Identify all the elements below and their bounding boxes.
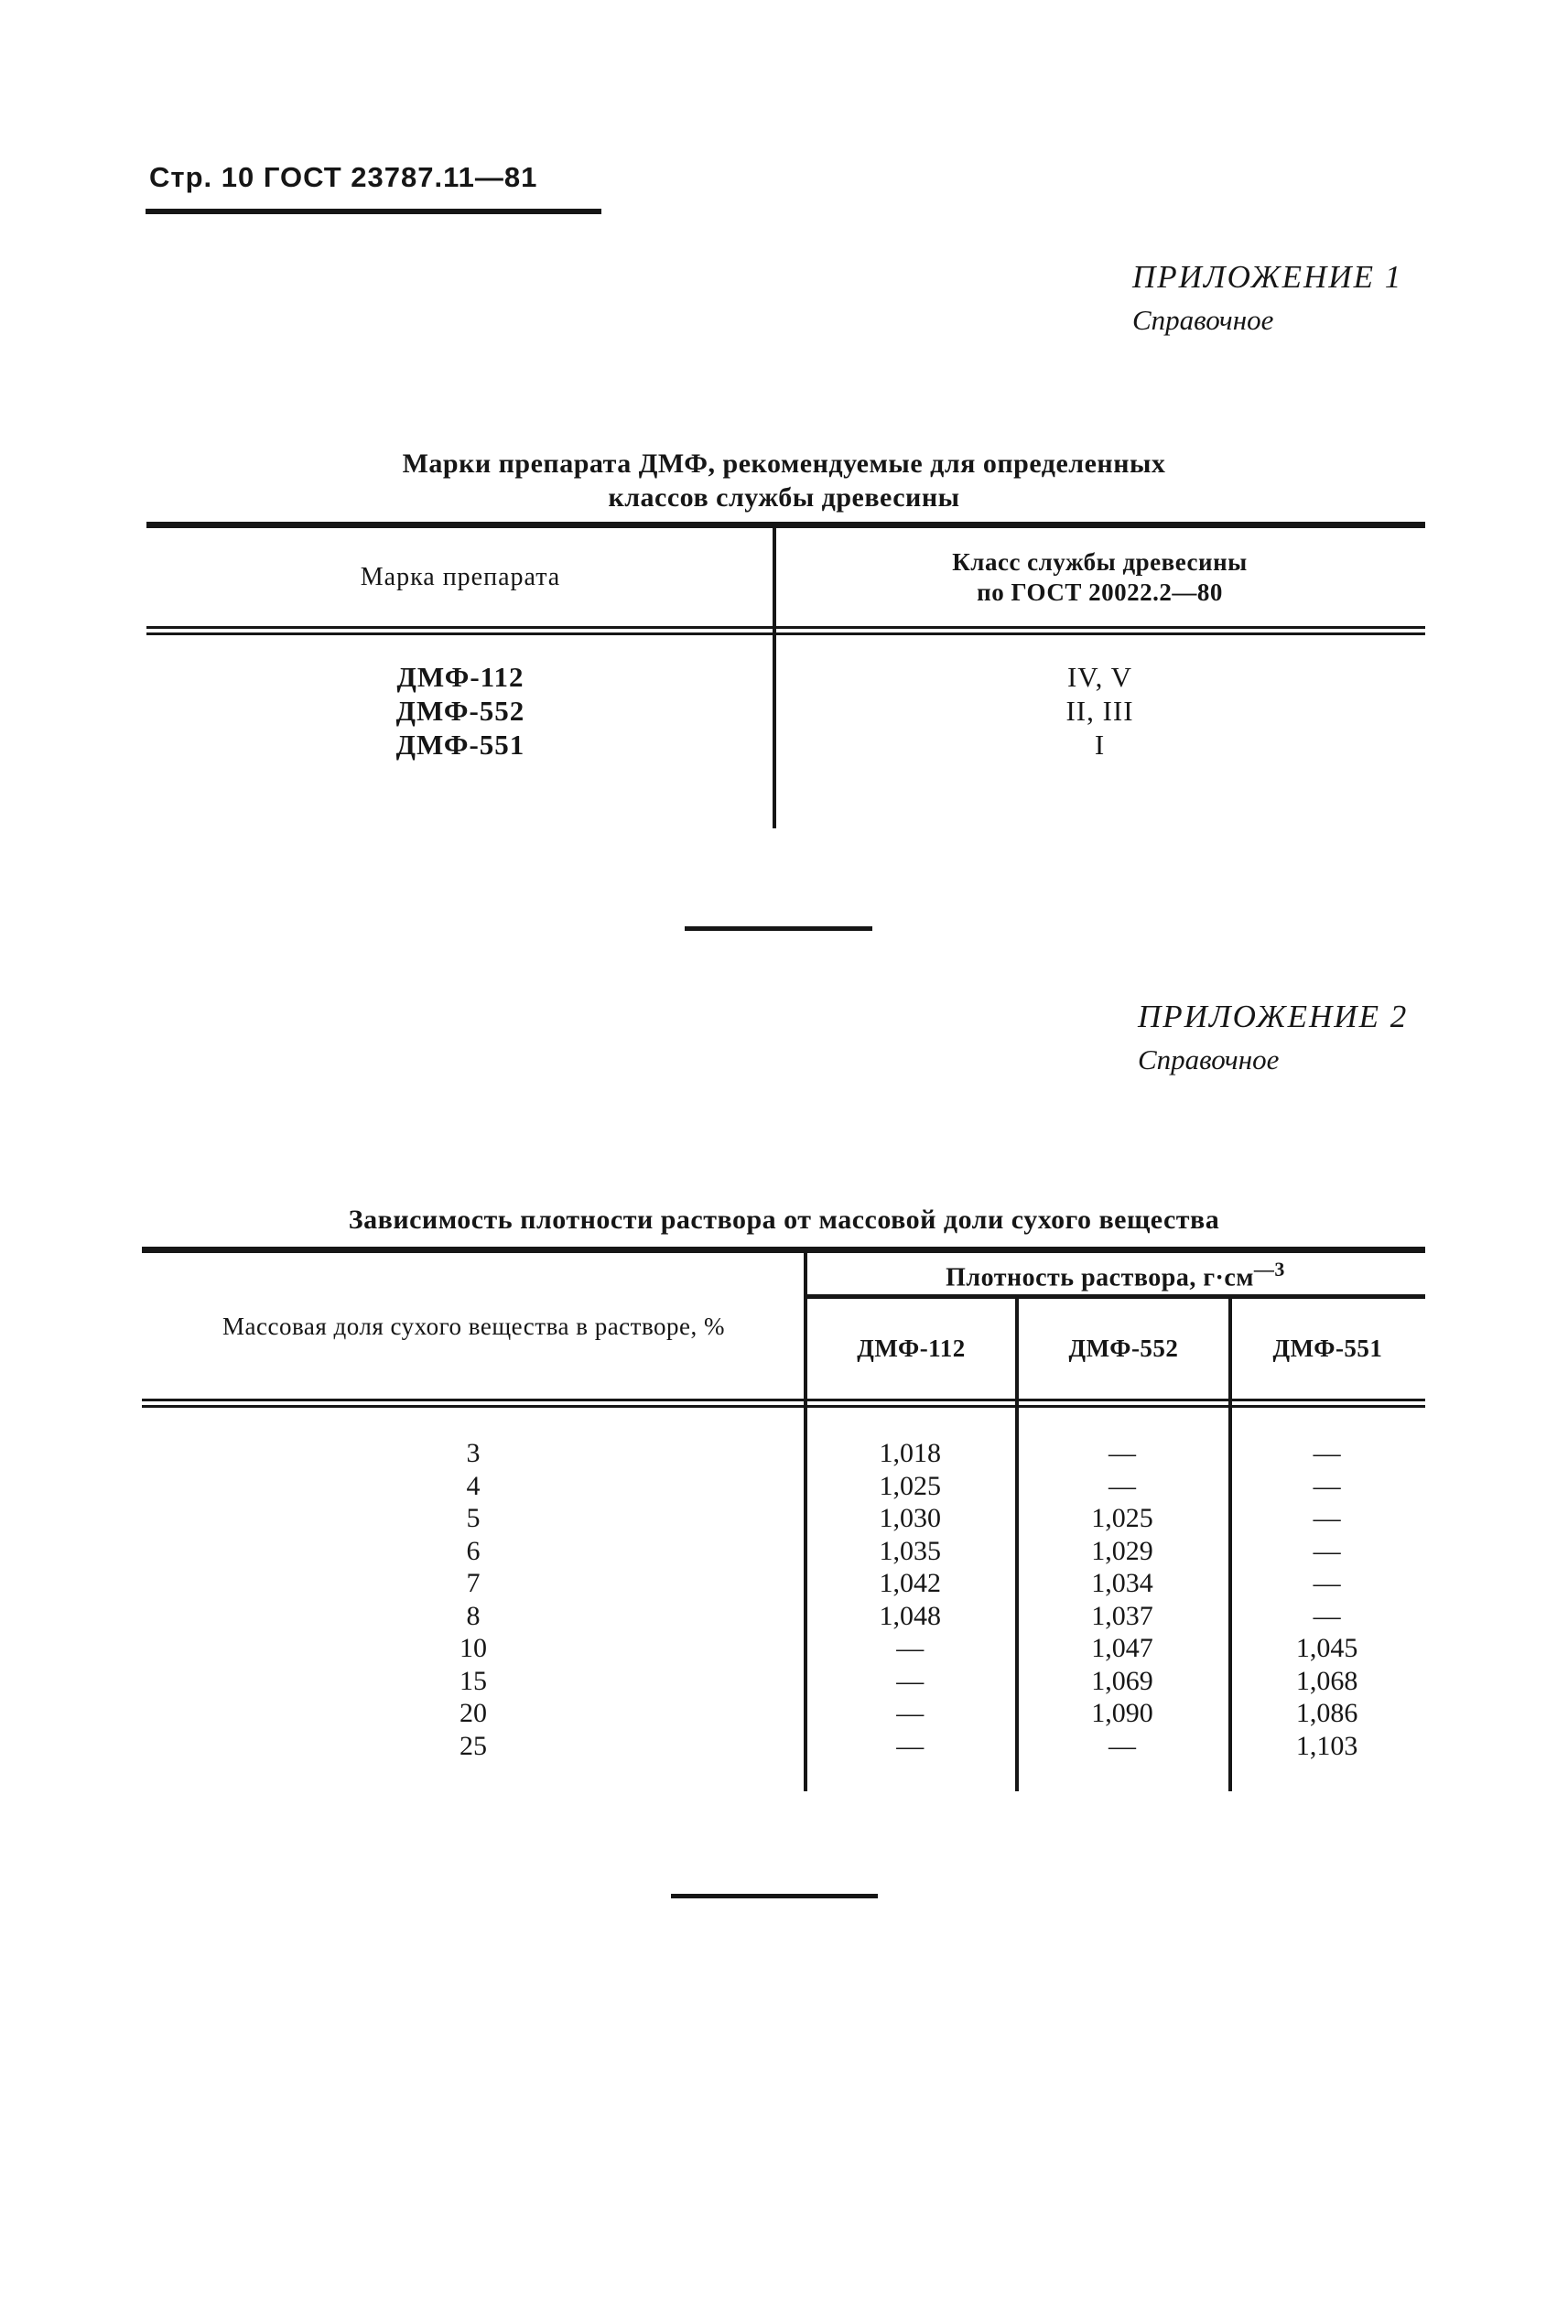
appendix-2-sublabel: Справочное [1138,1043,1280,1076]
density-dmf112-cell: — [896,1633,925,1663]
mass-fraction-cell: 20 [459,1698,487,1728]
mass-fraction-cell: 8 [466,1600,481,1631]
table-2-subcol-dmf551: ДМФ-551 [1272,1335,1383,1362]
service-class-cell: II, III [1065,695,1134,727]
section-separator-1 [685,926,872,931]
density-dmf112-cell: 1,042 [879,1568,942,1598]
density-dmf551-cell: — [1313,1568,1341,1598]
table-row [142,1697,1425,1730]
mass-fraction-cell: 6 [466,1535,481,1566]
density-dmf551-cell: 1,086 [1295,1698,1358,1728]
appendix-1-label: ПРИЛОЖЕНИЕ 1 [1132,259,1403,295]
table-2-col-header-mass-fraction: Массовая доля сухого вещества в растворе, % [222,1312,725,1340]
table-2-title: Зависимость плотности раствора от массовой доли сухого вещества [348,1205,1220,1235]
table-1-title [92,447,1476,514]
density-dmf552-cell: 1,034 [1091,1568,1153,1598]
table-2-subheader-row [806,1299,1425,1399]
table-row [142,1600,1425,1633]
table-row [142,1665,1425,1698]
table-1-header-row [146,528,1425,627]
mass-fraction-cell: 15 [459,1665,487,1696]
density-dmf552-cell: — [1108,1730,1136,1761]
density-dmf112-cell: 1,030 [879,1503,942,1533]
density-dmf552-cell: — [1108,1438,1136,1468]
appendix-1-block [1132,259,1402,337]
table-1-col-header-class-line2: по ГОСТ 20022.2—80 [977,578,1223,606]
table-row [146,660,1425,694]
table-row [142,1535,1425,1568]
table-2-top-rule [142,1247,1425,1253]
density-dmf112-cell: 1,035 [879,1535,942,1566]
density-dmf551-cell: — [1313,1503,1341,1533]
table-1-body [146,635,1425,762]
table-2-body [142,1408,1425,1762]
mass-fraction-cell: 5 [466,1503,481,1533]
density-dmf552-cell: 1,069 [1091,1665,1153,1696]
mark-cell: ДМФ-551 [395,729,525,761]
density-dmf112-cell: — [896,1730,925,1761]
density-dmf112-cell: — [896,1665,925,1696]
appendix-2-label: ПРИЛОЖЕНИЕ 2 [1138,999,1409,1034]
density-dmf112-cell: — [896,1698,925,1728]
density-dmf551-cell: — [1313,1438,1341,1468]
mark-cell: ДМФ-552 [395,695,525,727]
table-row [142,1730,1425,1763]
table-density [142,1247,1425,1796]
mass-fraction-cell: 7 [466,1568,481,1598]
table-1-title-line2: классов службы древесины [608,482,960,513]
table-1-top-rule [146,522,1425,528]
density-dmf112-cell: 1,018 [879,1438,942,1468]
table-row [146,694,1425,728]
table-2-group-header-exponent: —3 [1253,1258,1285,1281]
density-dmf112-cell: 1,048 [879,1600,942,1631]
density-dmf552-cell: 1,047 [1091,1633,1153,1663]
table-2-group-header-text: Плотность раствора, г·см [946,1263,1254,1292]
table-row [142,1437,1425,1470]
density-dmf551-cell: 1,068 [1295,1665,1358,1696]
density-dmf552-cell: 1,090 [1091,1698,1153,1728]
table-2-header-double-rule [142,1399,1425,1408]
density-dmf551-cell: — [1313,1535,1341,1566]
mass-fraction-cell: 25 [459,1730,487,1761]
density-dmf112-cell: 1,025 [879,1470,942,1501]
mass-fraction-cell: 4 [466,1470,481,1501]
table-2-subcol-dmf112: ДМФ-112 [857,1335,966,1362]
table-1-col-header-class-line1: Класс службы древесины [952,548,1248,576]
table-row [146,728,1425,762]
mass-fraction-cell: 3 [466,1438,481,1468]
section-separator-2 [671,1894,878,1898]
appendix-2-block [1138,999,1408,1076]
density-dmf552-cell: — [1108,1470,1136,1501]
page-header: Стр. 10 ГОСТ 23787.11—81 [149,161,538,193]
table-2-group-header-density [806,1258,1425,1294]
service-class-cell: IV, V [1066,661,1133,693]
table-2-subcol-dmf552: ДМФ-552 [1068,1335,1179,1362]
table-1-col-header-class [774,528,1425,627]
density-dmf551-cell: — [1313,1600,1341,1631]
appendix-1-sublabel: Справочное [1132,304,1274,336]
density-dmf552-cell: 1,037 [1091,1600,1153,1631]
table-1-header-double-rule [146,626,1425,635]
density-dmf551-cell: — [1313,1470,1341,1501]
table-row [142,1470,1425,1503]
density-dmf552-cell: 1,029 [1091,1535,1153,1566]
table-marks [146,522,1425,833]
density-dmf551-cell: 1,045 [1295,1633,1358,1663]
table-row [142,1502,1425,1535]
table-1-title-line1: Марки препарата ДМФ, рекомендуемые для определенных [402,449,1166,479]
table-row [142,1632,1425,1665]
density-dmf551-cell: 1,103 [1295,1730,1358,1761]
page-header-rule [146,209,601,214]
mass-fraction-cell: 10 [459,1633,487,1663]
table-1-col-header-mark: Марка препарата [360,563,561,591]
density-dmf552-cell: 1,025 [1091,1503,1153,1533]
service-class-cell: I [1094,729,1106,761]
table-row [142,1567,1425,1600]
mark-cell: ДМФ-112 [396,661,524,693]
